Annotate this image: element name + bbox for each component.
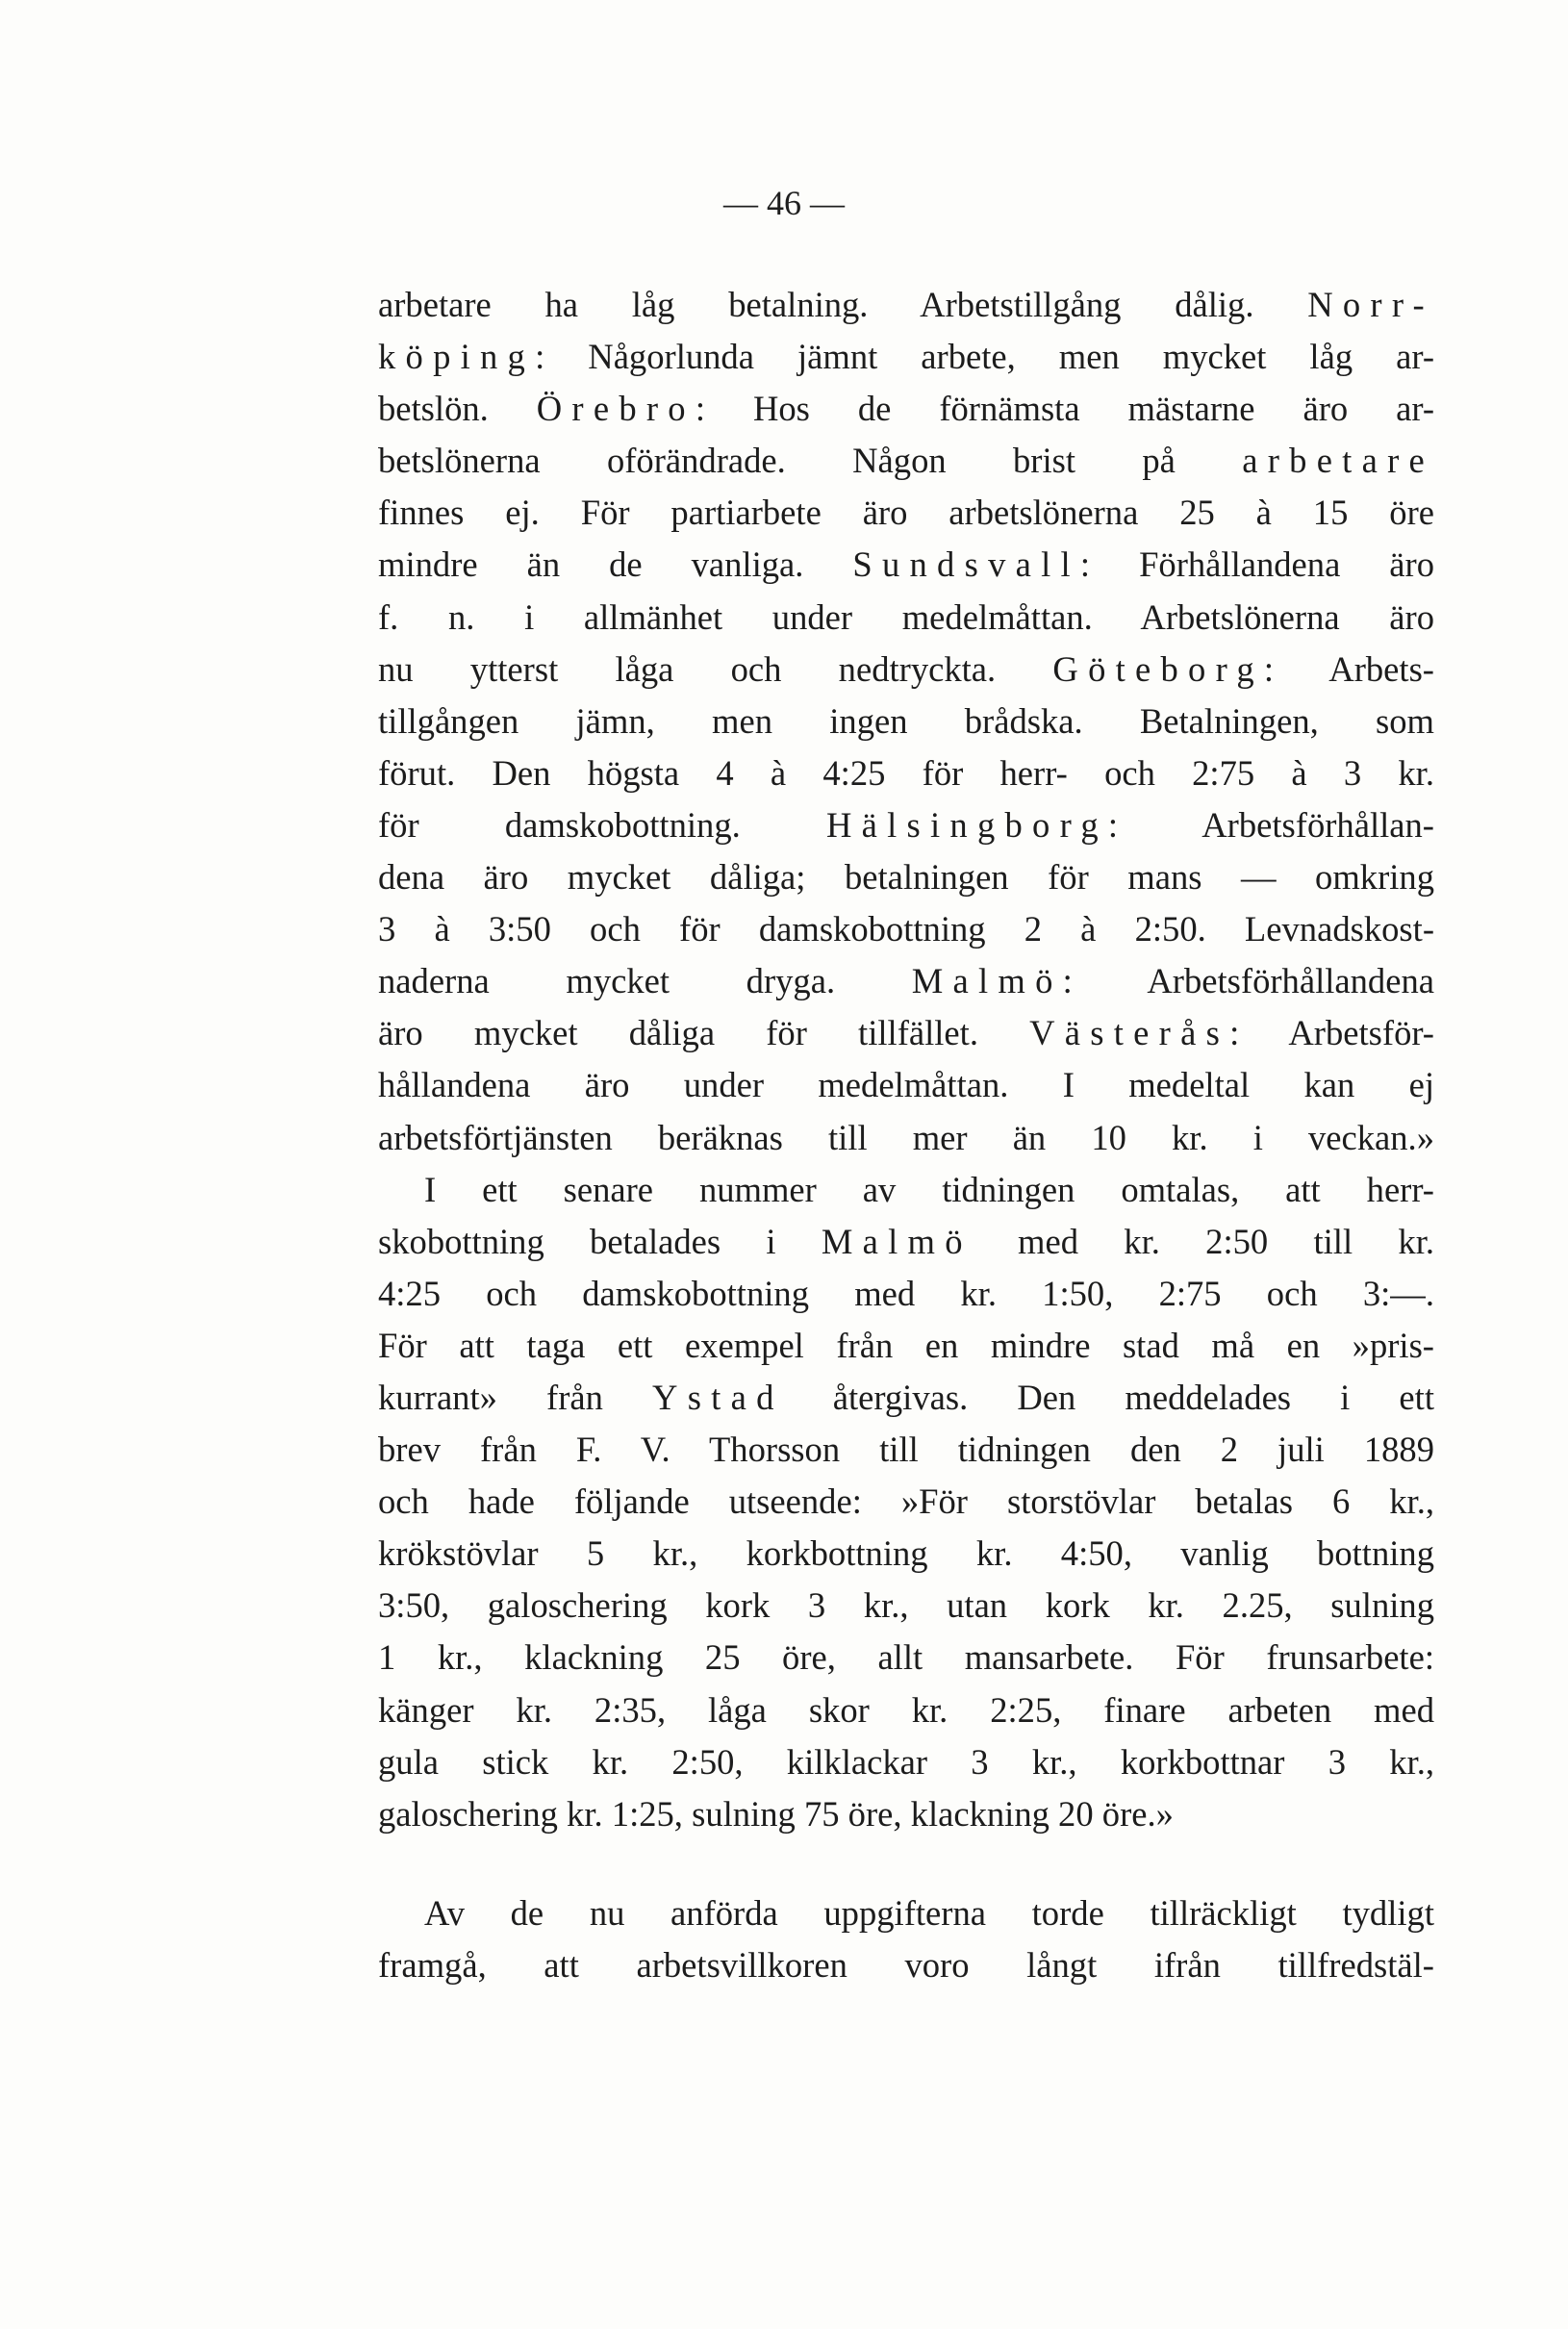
text-run: arbetare ha låg betalning. Arbetstillgång dålig. <box>378 285 1308 324</box>
text-run: : Arbetsförhållan- <box>1107 804 1434 845</box>
text-line <box>378 1424 1434 1476</box>
text-run: galoschering kr. 1:25, sulning 75 öre, klackning 20 öre.» <box>378 1793 1174 1834</box>
text-run: känger kr. 2:35, låga skor kr. 2:25, finare arbeten med <box>378 1689 1434 1730</box>
text-run: gula stick kr. 2:50, kilklackar 3 kr., korkbottnar 3 kr., <box>378 1741 1434 1782</box>
text-line <box>378 1476 1434 1528</box>
text-line <box>378 851 1434 903</box>
text-line <box>378 1939 1434 1991</box>
text-line <box>378 1112 1434 1164</box>
text-line <box>378 1788 1434 1840</box>
text-run: 3:50, galoschering kork 3 kr., utan kork kr. 2.25, sulning <box>378 1585 1434 1626</box>
place-name: arbetare <box>1242 441 1434 481</box>
text-run: För att taga ett exempel från en mindre stad må en »pris- <box>378 1325 1434 1365</box>
paragraph <box>378 1887 1434 1991</box>
text-run: och hade följande utseende: »För storstövlar betalas 6 kr., <box>378 1481 1434 1522</box>
text-run: äro mycket dåliga för tillfället. <box>378 1013 1030 1053</box>
text-line <box>378 696 1434 747</box>
text-run: : Arbets- <box>1263 648 1434 689</box>
place-name: Malmö <box>911 961 1063 1001</box>
text-line <box>378 1736 1434 1788</box>
text-run: : Hos de förnämsta mästarne äro ar- <box>695 389 1434 429</box>
text-run: dena äro mycket dåliga; betalningen för mans — omkring <box>378 857 1434 898</box>
text-line <box>378 1268 1434 1320</box>
text-run: Av de nu anförda uppgifterna torde tillräckligt tydligt <box>424 1892 1434 1933</box>
text-run: : Någorlunda jämnt arbete, men mycket låg ar- <box>535 337 1434 377</box>
text-line <box>378 1164 1434 1216</box>
place-name: Göteborg <box>1052 648 1264 689</box>
text-line <box>378 799 1434 851</box>
text-run: finnes ej. För partiarbete äro arbetslönerna 25 à 15 öre <box>378 493 1434 533</box>
text-line <box>378 1059 1434 1111</box>
text-line <box>378 1320 1434 1372</box>
text-run: krökstövlar 5 kr., korkbottning kr. 4:50, vanlig bottning <box>378 1533 1434 1574</box>
text-run: arbetsförtjänsten beräknas till mer än 10 kr. i veckan.» <box>378 1117 1434 1157</box>
text-run: : Arbetsför- <box>1229 1013 1434 1053</box>
body-text <box>378 279 1434 1991</box>
text-run: naderna mycket dryga. <box>378 961 912 1001</box>
text-line <box>378 644 1434 696</box>
text-line <box>378 1372 1434 1424</box>
text-line <box>378 903 1434 955</box>
text-line <box>378 1632 1434 1683</box>
text-run: kurrant» från <box>378 1377 653 1417</box>
place-name: Ystad <box>652 1377 784 1417</box>
place-name: Sundsvall <box>852 544 1080 585</box>
text-run: f. n. i allmänhet under medelmåttan. Arbetslönerna äro <box>378 596 1434 637</box>
text-line <box>378 955 1434 1007</box>
text-run: nu ytterst låga och nedtryckta. <box>378 648 1053 689</box>
text-run: tillgången jämn, men ingen brådska. Betalningen, som <box>378 700 1434 741</box>
paragraph <box>378 279 1434 1840</box>
text-line <box>378 1528 1434 1580</box>
text-run: framgå, att arbetsvillkoren voro långt ifrån tillfredstäl- <box>378 1944 1434 1985</box>
text-run: med kr. 2:50 till kr. <box>972 1221 1435 1261</box>
text-line <box>378 592 1434 644</box>
text-run: 4:25 och damskobottning med kr. 1:50, 2:75 och 3:—. <box>378 1273 1434 1313</box>
text-run: förut. Den högsta 4 à 4:25 för herr- och 2:75 à 3 kr. <box>378 752 1434 793</box>
text-run: skobottning betalades i <box>378 1221 822 1261</box>
text-line <box>378 1580 1434 1632</box>
text-run: : Förhållandena äro <box>1079 544 1434 585</box>
text-run: betslönerna oförändrade. Någon brist på <box>378 441 1243 481</box>
text-run: återgivas. Den meddelades i ett <box>783 1377 1434 1417</box>
text-line <box>378 1887 1434 1939</box>
text-run: betslön. <box>378 389 537 429</box>
text-run: : Arbetsförhållandena <box>1062 961 1434 1001</box>
place-name: Hälsingborg <box>825 804 1108 845</box>
text-line <box>378 383 1434 435</box>
text-line <box>378 747 1434 799</box>
text-line <box>378 1216 1434 1268</box>
text-run: för damskobottning. <box>378 804 826 845</box>
place-name: köping <box>378 337 536 377</box>
place-name: Örebro <box>536 389 695 429</box>
place-name: Malmö <box>821 1221 973 1261</box>
text-line <box>378 1684 1434 1736</box>
page-number: — 46 — <box>723 184 845 222</box>
text-run: hållandena äro under medelmåttan. I medeltal kan ej <box>378 1065 1434 1105</box>
text-line <box>378 487 1434 539</box>
text-run: mindre än de vanliga. <box>378 544 853 585</box>
place-name: Västerås <box>1029 1013 1230 1053</box>
text-line <box>378 1007 1434 1059</box>
text-run: brev från F. V. Thorsson till tidningen den 2 juli 1889 <box>378 1430 1434 1470</box>
place-name: Norr- <box>1307 285 1434 324</box>
text-line <box>378 539 1434 591</box>
text-line <box>378 435 1434 487</box>
text-line <box>378 279 1434 331</box>
text-line <box>378 331 1434 383</box>
text-run: 1 kr., klackning 25 öre, allt mansarbete. För frunsarbete: <box>378 1637 1434 1678</box>
text-run: I ett senare nummer av tidningen omtalas, att herr- <box>424 1169 1434 1209</box>
text-run: 3 à 3:50 och för damskobottning 2 à 2:50. Levnadskost- <box>378 909 1434 949</box>
